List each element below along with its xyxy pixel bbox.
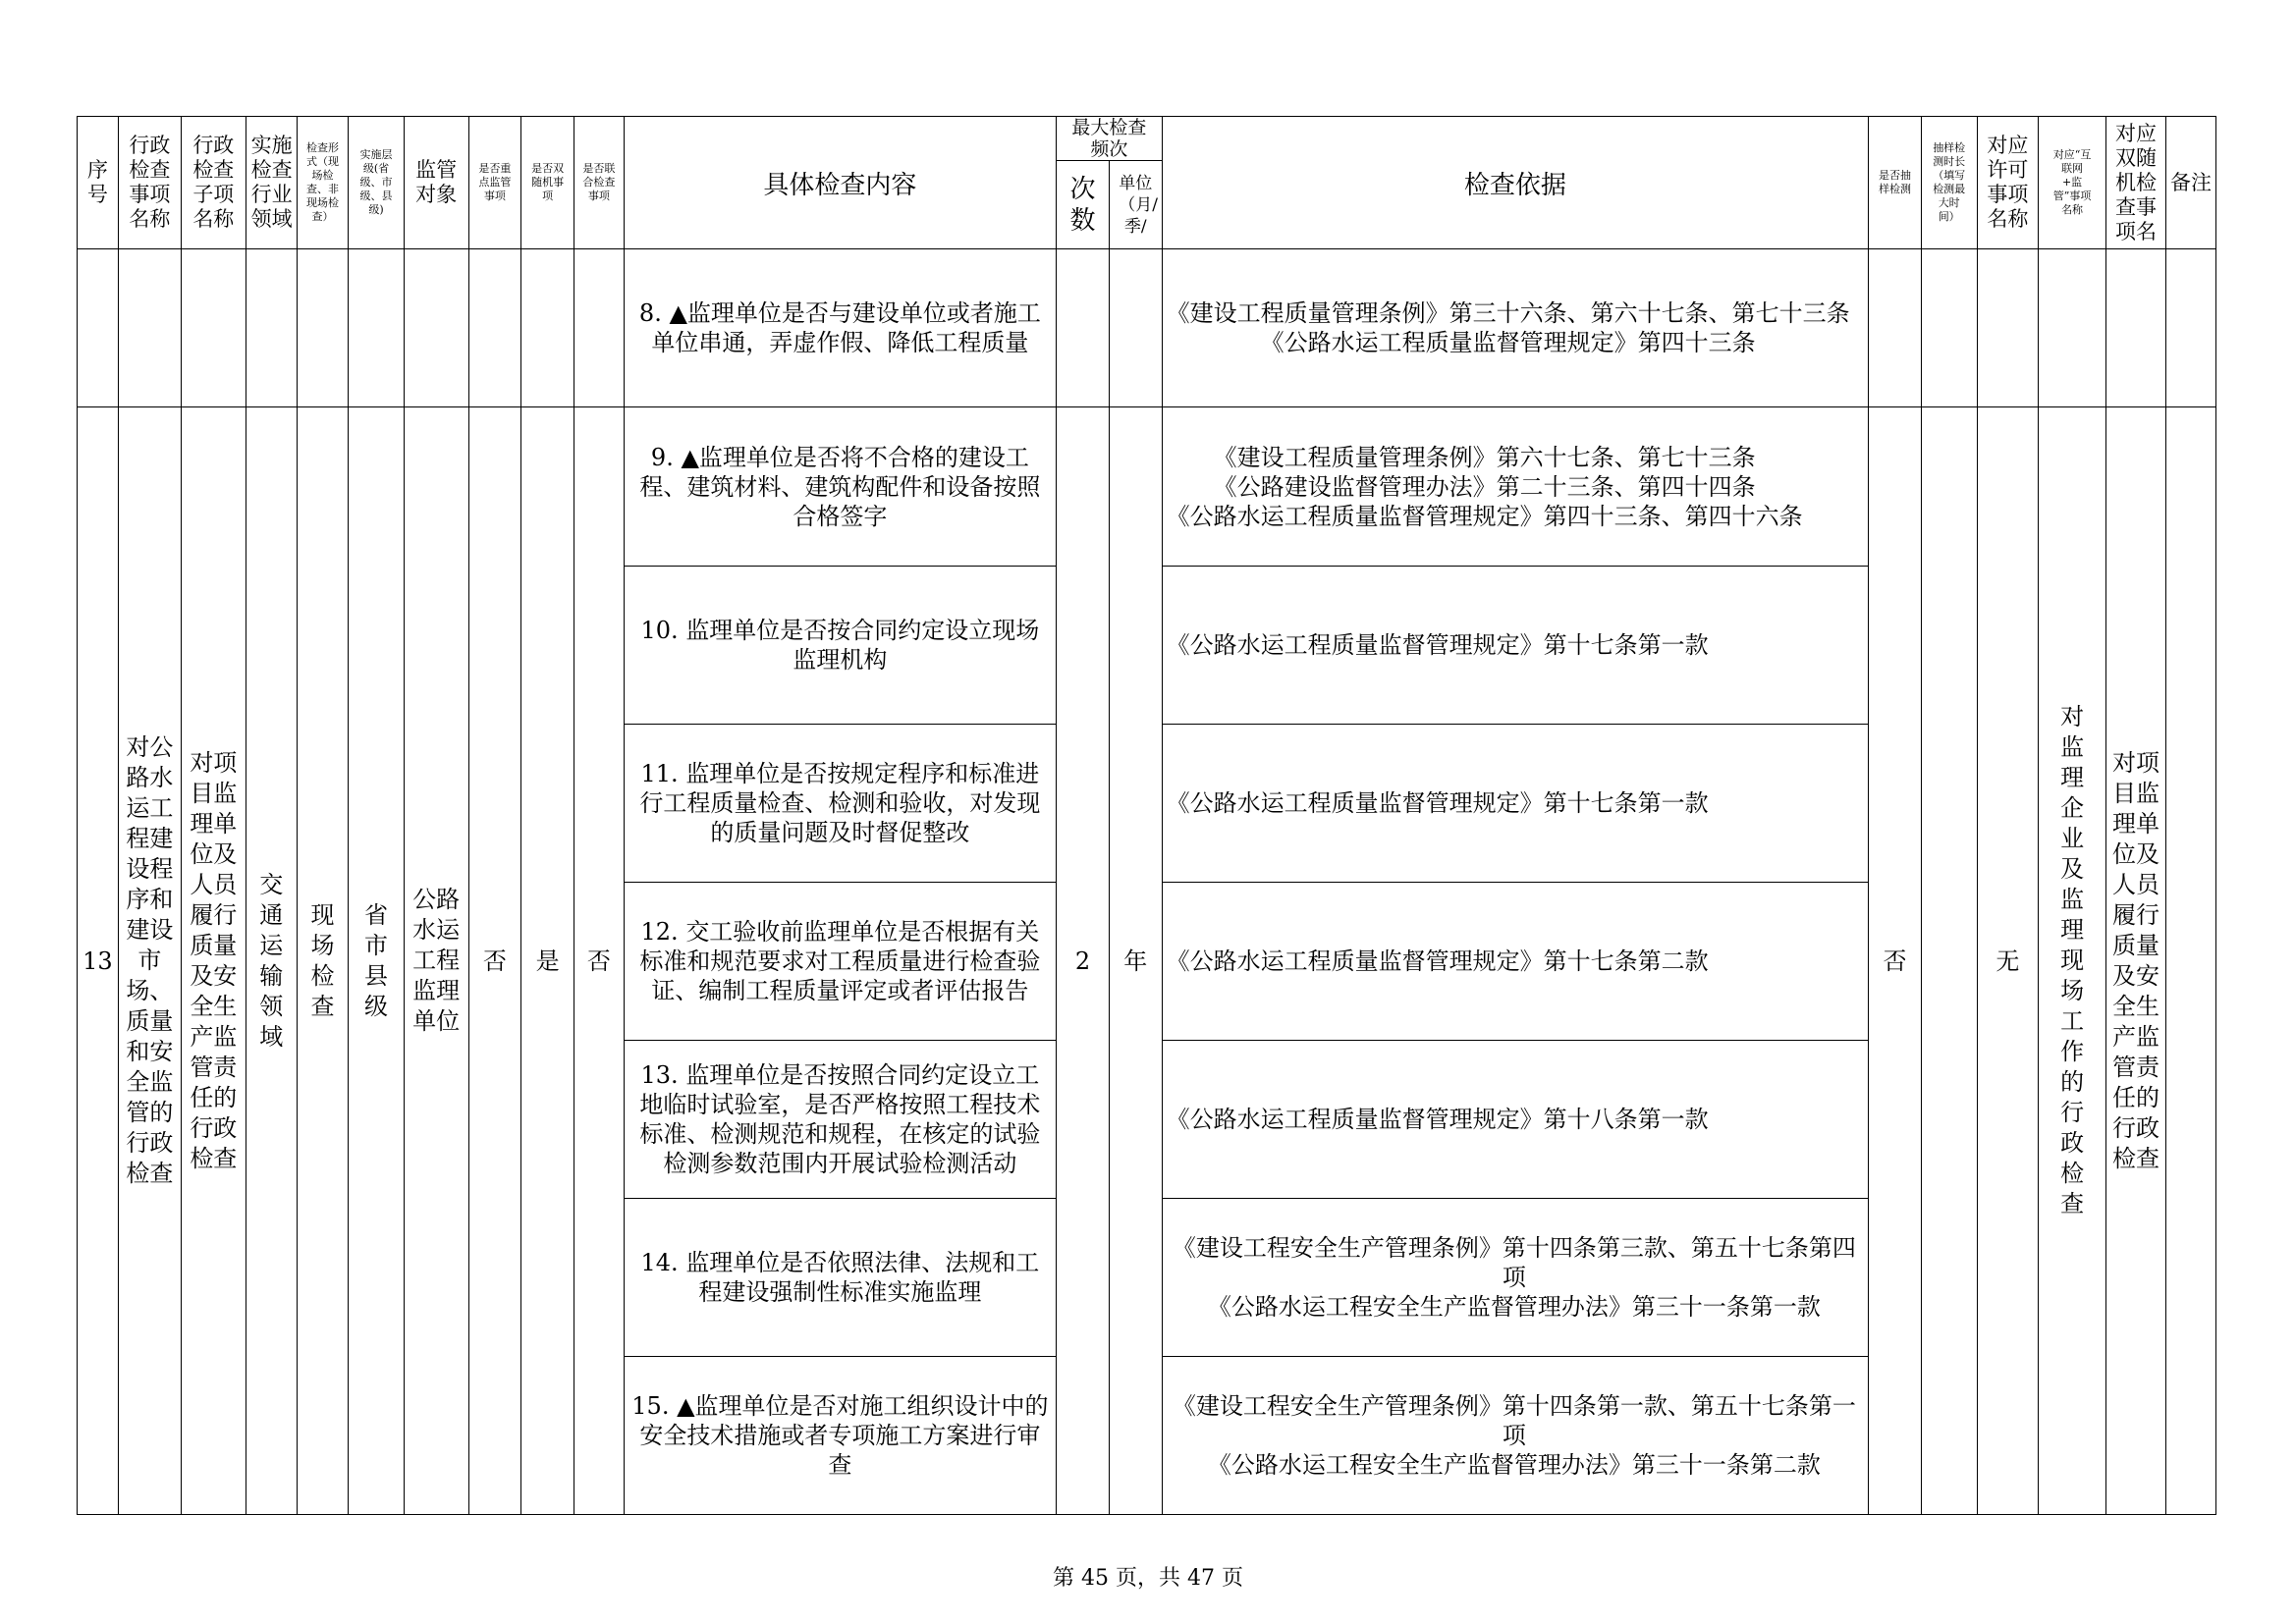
check-basis-item-15	[1163, 1356, 1869, 1514]
seq-cell: 13	[78, 407, 119, 1515]
sampling-cell: 否	[1869, 407, 1922, 1515]
check-content-item-13: 13. 监理单位是否按照合同约定设立工地临时试验室，是否严格按照工程技术标准、检测规范和规程，在核定的试验检测参数范围内开展试验检测活动	[625, 1040, 1056, 1198]
prev-item-name-cell	[118, 249, 181, 407]
domain-cell: 交通运输领域	[246, 407, 297, 1515]
check-content-item-14: 14. 监理单位是否依照法律、法规和工程建设强制性标准实施监理	[625, 1198, 1056, 1356]
header-freq-group: 最大检查频次	[1057, 117, 1162, 161]
check-content-item-12: 12. 交工验收前监理单位是否根据有关标准和规范要求对工程质量进行检查验证、编制工程质量评定或者评估报告	[625, 882, 1056, 1040]
basis-line: 《建设工程质量管理条例》第三十六条、第六十七条、第七十三条	[1166, 299, 1850, 327]
header-joint: 是否联合检查事项	[574, 117, 624, 249]
internet-cell: 对监理企业及监理现场工作的行政检查	[2039, 407, 2106, 1515]
header-sub-item-name: 行政检查子项名称	[181, 117, 246, 249]
header-sampling: 是否抽样检测	[1869, 117, 1922, 249]
remark-cell	[2166, 407, 2216, 1515]
check-content-item-15: 15. ▲监理单位是否对施工组织设计中的安全技术措施或者专项施工方案进行审查	[625, 1356, 1056, 1514]
prev-level-cell	[349, 249, 405, 407]
sampling-time-cell	[1921, 407, 1977, 1515]
sub-item-name-cell: 对项目监理单位及人员履行质量及安全生产监管责任的行政检查	[181, 407, 246, 1515]
basis-line: 《公路建设监督管理办法》第二十三条、第四十四条	[1213, 472, 1756, 501]
prev-seq-cell	[78, 249, 119, 407]
content-cell	[624, 407, 1056, 1515]
target-cell: 公路水运工程监理单位	[404, 407, 468, 1515]
page-footer: 第 45 页，共 47 页	[1053, 1566, 1243, 1591]
prev-domain-cell	[246, 249, 297, 407]
table-row-prev	[78, 249, 2216, 407]
header-permit: 对应许可事项名称	[1977, 117, 2039, 249]
prev-joint-cell	[574, 249, 624, 407]
header-seq: 序号	[78, 117, 119, 249]
key-item-cell: 否	[468, 407, 521, 1515]
inspection-table-sheet	[77, 116, 2216, 1522]
basis-line: 《公路水运工程质量监督管理规定》第十七条第一款	[1166, 631, 1709, 659]
prev-sampling-time-cell	[1921, 249, 1977, 407]
header-freq-unit: 单位（月/季/	[1109, 161, 1162, 249]
header-content: 具体检查内容	[624, 117, 1056, 249]
basis-line: 《公路水运工程安全生产监督管理办法》第三十一条第一款	[1207, 1293, 1821, 1321]
item-name-cell: 对公路水运工程建设程序和建设市场、质量和安全监管的行政检查	[118, 407, 181, 1515]
check-content-item-11: 11. 监理单位是否按规定程序和标准进行工程质量检查、检测和验收，对发现的质量问题及时督促整改	[625, 724, 1056, 882]
check-basis-item-13	[1163, 1040, 1869, 1198]
prev-key-cell	[468, 249, 521, 407]
permit-cell: 无	[1977, 407, 2039, 1515]
check-basis-item-11	[1163, 724, 1869, 882]
prev-basis-cell	[1162, 249, 1869, 407]
freq-count-cell: 2	[1057, 407, 1110, 1515]
prev-random-cell	[521, 249, 574, 407]
check-basis-item-8	[1163, 249, 1869, 406]
basis-cell	[1162, 407, 1869, 1515]
table-row-13	[78, 407, 2216, 1515]
prev-content-cell	[624, 249, 1056, 407]
basis-line: 《建设工程安全生产管理条例》第十四条第一款、第五十七条第一项	[1172, 1392, 1856, 1449]
basis-line: 《公路水运工程质量监督管理规定》第四十三条、第四十六条	[1166, 502, 1803, 530]
header-target: 监管对象	[404, 117, 468, 249]
header-form: 检查形式（现场检查、非现场检查）	[297, 117, 348, 249]
check-content-item-9: 9. ▲监理单位是否将不合格的建设工程、建筑材料、建筑构配件和设备按照合格签字	[639, 443, 1041, 530]
basis-line: 《公路水运工程质量监督管理规定》第四十三条	[1260, 329, 1756, 356]
header-level: 实施层级(省级、市级、县级)	[349, 117, 405, 249]
form-cell: 现场检查	[297, 407, 348, 1515]
prev-sub-item-cell	[181, 249, 246, 407]
header-key-item: 是否重点监管事项	[468, 117, 521, 249]
prev-form-cell	[297, 249, 348, 407]
basis-line: 《公路水运工程质量监督管理规定》第十七条第一款	[1166, 789, 1709, 817]
header-basis: 检查依据	[1162, 117, 1869, 249]
joint-cell: 否	[574, 407, 624, 1515]
prev-target-cell	[404, 249, 468, 407]
basis-line: 《公路水运工程质量监督管理规定》第十七条第二款	[1166, 947, 1709, 975]
prev-internet-cell	[2039, 249, 2106, 407]
header-item-name: 行政检查事项名称	[118, 117, 181, 249]
check-basis-item-10	[1163, 566, 1869, 724]
check-content-item-10: 10. 监理单位是否按合同约定设立现场监理机构	[625, 566, 1056, 724]
header-sampling-time: 抽样检测时长（填写检测最大时间）	[1921, 117, 1977, 249]
header-internet: 对应“互联网+监管”事项名称	[2039, 117, 2106, 249]
prev-sampling-cell	[1869, 249, 1922, 407]
basis-line: 《建设工程质量管理条例》第六十七条、第七十三条	[1213, 443, 1756, 471]
prev-freq-count-cell	[1057, 249, 1110, 407]
check-basis-item-14	[1163, 1198, 1869, 1356]
freq-unit-cell: 年	[1109, 407, 1162, 1515]
prev-freq-unit-cell	[1109, 249, 1162, 407]
basis-line: 《公路水运工程质量监督管理规定》第十八条第一款	[1166, 1106, 1709, 1133]
double-random-cell: 是	[521, 407, 574, 1515]
header-freq-count: 次数	[1057, 161, 1110, 249]
check-basis-item-9	[1163, 407, 1869, 566]
header-remark: 备注	[2166, 117, 2216, 249]
random-item-cell: 对项目监理单位及人员履行质量及安全生产监管责任的行政检查	[2105, 407, 2165, 1515]
prev-permit-cell	[1977, 249, 2039, 407]
prev-remark-cell	[2166, 249, 2216, 407]
level-cell: 省市县级	[349, 407, 405, 1515]
header-domain: 实施检查行业领域	[246, 117, 297, 249]
check-content-item-8: 8. ▲监理单位是否与建设单位或者施工单位串通，弄虚作假、降低工程质量	[638, 299, 1041, 356]
basis-line: 《公路水运工程安全生产监督管理办法》第三十一条第二款	[1207, 1451, 1821, 1479]
inspection-table	[77, 116, 2216, 1515]
header-random-item: 对应双随机检查事项名	[2105, 117, 2165, 249]
prev-random-item-cell	[2105, 249, 2165, 407]
header-double-random: 是否双随机事项	[521, 117, 574, 249]
basis-line: 《建设工程安全生产管理条例》第十四条第三款、第五十七条第四项	[1172, 1234, 1856, 1291]
check-basis-item-12	[1163, 882, 1869, 1040]
